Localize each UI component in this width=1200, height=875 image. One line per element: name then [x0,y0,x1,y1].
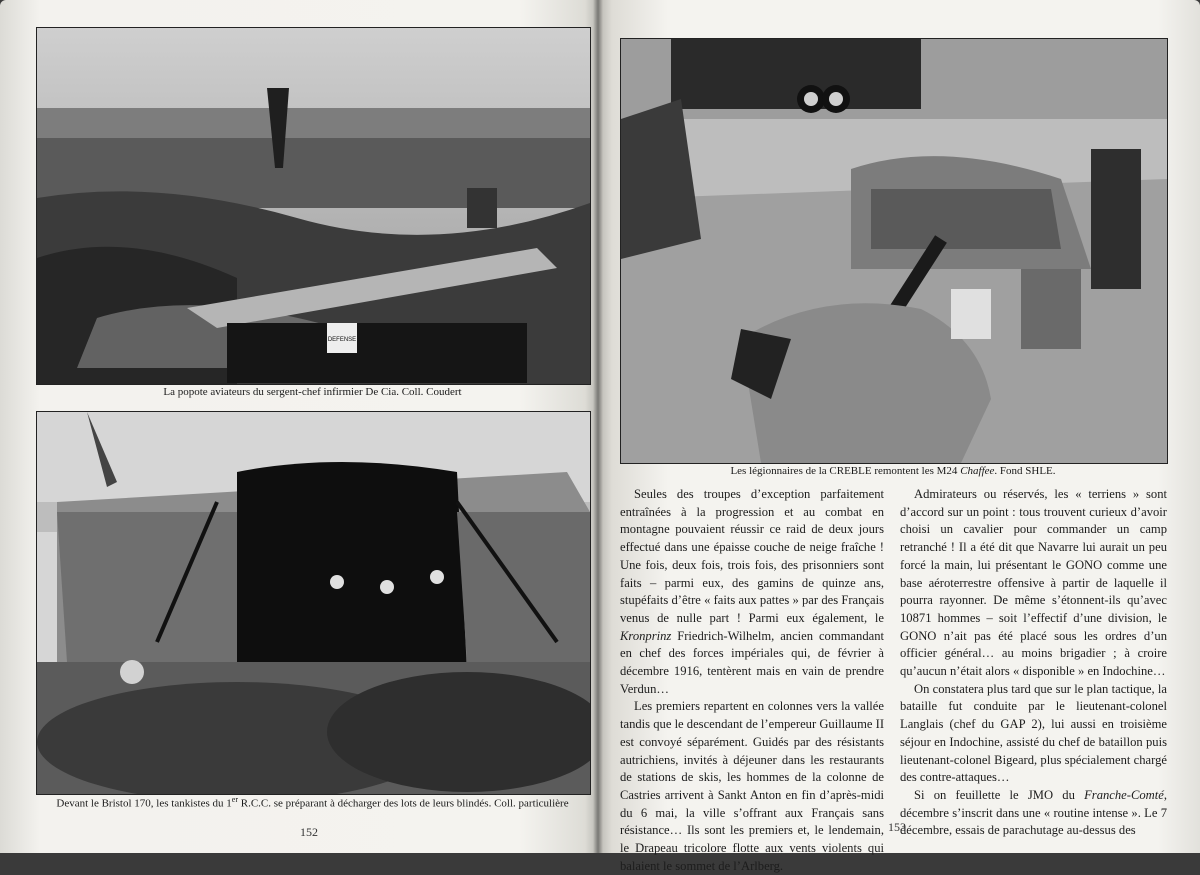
caption-bottom-part1: Devant le Bristol 170, les tankistes du 1 [56,797,232,810]
text-column-1 [620,486,884,875]
photo-dugout [36,27,591,385]
text-column-2 [900,486,1167,840]
caption-bottom-sup: er [231,795,238,804]
photo-bristol-image [37,412,590,794]
caption-right [620,465,1166,477]
right-page [598,0,1200,873]
photo-chaffee [620,38,1168,464]
page-number-right: 153 [888,820,906,834]
caption-bottom-part2: R.C.C. se préparant à décharger des lots de leurs blindés. Coll. particulière [237,797,569,810]
col2-p3-italic: Franche-Comté [1084,787,1164,802]
col1-p1-italic: Kronprinz [620,628,672,643]
left-page [0,0,598,853]
caption-right-part1: Les légionnaires de la CREBLE remontent les M24 [730,465,961,477]
col1-paragraph-2: Les premiers repartent en colonnes vers la vallée tandis que le descendant de l’empereur Guillaume II est convoyé séparément. Guidés par des résistants autrichiens, invités à déjeuner dans les restaurants de stations de skis, les hommes de la colonne de Castries arrivent à Sankt Anton en fin d’après-midi du 6 mai, la ville s’offrant aux Français sans résistance… Ils sont les premiers et, le lendemain, le Drapeau tricolore flotte aux vents violents qui balaient le sommet de l’Arlberg. [620,699,885,873]
col2-paragraph-1: Admirateurs ou réservés, les « terriens » sont d’accord sur un point : tous trouvent curieux d’avoir choisi un cavalier pour commander un camp retranché ! Il a été dit que Navarre lui aurait un peu forcé la main, lui présentant le GONO comme une base aéroterrestre offensive à partir de laquelle il pourra rayonner. De même s’étonnent-ils qu’avec 10871 hommes – soit l’effectif d’une division, le GONO n’ait pas été placé sous les ordres d’un officier général… au moins brigadier ; à croire qu’aucun n’était alors « disponible » en Indochine… [900,487,1167,679]
caption-right-italic: Chaffee [960,465,995,477]
col2-paragraph-3 [900,787,1167,840]
col2-p3-end: , décembre s’inscrit dans une « routine intense ». Le 7 décembre, essais de parachutage au-dessus des [900,787,1167,838]
photo-chaffee-image [621,39,1167,463]
photo-dugout-image [37,28,590,384]
col2-p3-text: Si on feuillette le JMO du [914,787,1085,802]
photo-bristol [36,411,591,795]
col2-paragraph-2: On constatera plus tard que sur le plan tactique, la bataille fut conduite par le lieutenant-colonel Langlais (chef du GAP 2), lui aussi en troisième séjour en Indochine, assisté du chef de bataillon puis lieutenant-colonel Bigeard, plus spécialement chargé des contre-attaques… [900,681,1167,785]
defense-sign-text: DEFENSE [327,337,357,343]
book-gutter [593,0,603,853]
caption-top: La popote aviateurs du sergent-chef infirmier De Cia. Coll. Coudert [163,386,462,398]
col1-paragraph-1 [620,486,884,698]
page-number-left: 152 [300,825,318,839]
caption-bottom [36,795,589,810]
caption-right-part2: . Fond SHLE. [994,465,1056,477]
col1-p1-end: Friedrich-Wilhelm, ancien commandant en chef des forces impériales qui, de février à décembre 1916, tentèrent mais en vain de prendre Verdun… [620,628,884,696]
col1-p1-text: Seules des troupes d’exception parfaitement entraînées à la progression et au combat en montagne pouvaient réussir ce raid de deux jours effectué dans une épaisse couche de neige fraîche ! Une fois, deux fois, trois fois, des prisonniers sont faits – parmi eux, des gamins de quinze ans, stupéfaits d’être « faits aux pattes » par des Français venus de nulle part ! Parmi eux également, le [620,487,884,625]
